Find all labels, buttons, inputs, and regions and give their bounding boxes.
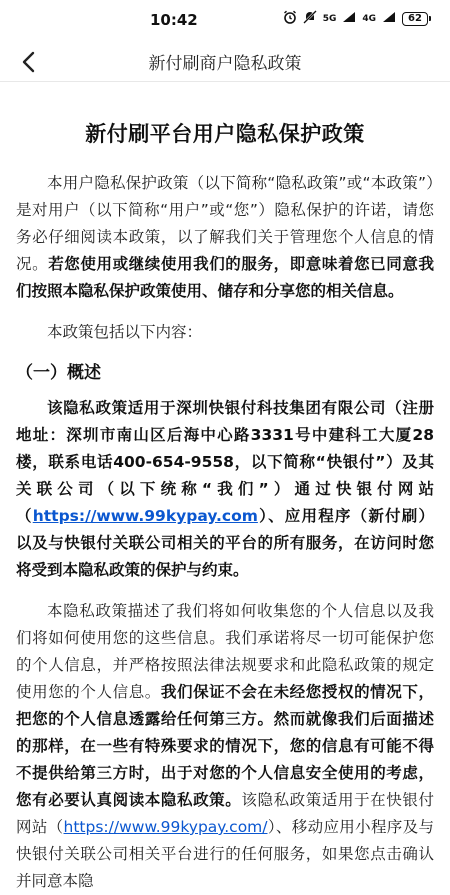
- mute-icon: [303, 10, 317, 27]
- overview-p2-text-c: 该隐私政策适用于在快银付网站（: [16, 791, 434, 836]
- section-heading-overview: （一）概述: [16, 363, 101, 383]
- policy-content[interactable]: [0, 82, 450, 890]
- overview-p2-bold-text: 我们保证不会在未经您授权的情况下，把您的个人信息透露给任何第三方。然而就像我们后面描述的那样，在一些有特殊要求的情况下，您的信息有可能不得不提供给第三方时，出于对您的个人信息安全使用的考虑，您有必要认真阅读本隐私政策。: [16, 683, 434, 809]
- status-icons: [283, 10, 428, 27]
- network-4g-label: 4G: [362, 13, 376, 24]
- page-title: 新付刷商户隐私政策: [148, 54, 302, 74]
- network-5g-label: 5G: [322, 13, 337, 24]
- signal-icon: [342, 11, 356, 26]
- signal-icon-2: [382, 11, 396, 26]
- battery-icon: 62: [402, 12, 428, 26]
- overview-p2-text-d: ）、移动应用小程序及与快银付关联公司相关平台进行的任何服务，如果您点击确认并同意本隐: [16, 818, 434, 890]
- contents-intro: 本政策包括以下内容：: [47, 323, 203, 341]
- status-bar: [0, 0, 450, 42]
- intro-bold-text: 若您使用或继续使用我们的服务，即意味着您已同意我们按照本隐私保护政策使用、储存和分享您的相关信息。: [16, 255, 434, 300]
- back-button[interactable]: [12, 46, 44, 78]
- website-link-2[interactable]: https://www.99kypay.com/: [63, 818, 268, 836]
- overview-paragraph-2: [16, 598, 434, 895]
- overview-p2-text-a: 本隐私政策描述了我们将如何收集您的个人信息以及我们将如何使用您的这些信息。我们承诺将尽一切可能保护您的个人信息，并严格按照法律法规要求和此隐私政策的规定使用您的个人信息。: [16, 602, 434, 701]
- document-title: 新付刷平台用户隐私保护政策: [85, 122, 365, 146]
- overview-paragraph-1: [16, 395, 434, 584]
- overview-p1-text-b: ）、应用程序（新付刷）以及与快银付关联公司相关的平台的所有服务，在访问时您将受到本隐私政策的保护与约束。: [16, 507, 434, 579]
- intro-paragraph: [16, 170, 434, 305]
- website-link[interactable]: https://www.99kypay.com: [32, 507, 258, 525]
- intro-text: 本用户隐私保护政策（以下简称“隐私政策”或“本政策”）是对用户（以下简称“用户”或“您”）隐私保护的许诺，请您务必仔细阅读本政策，以了解我们关于管理您个人信息的情况。: [16, 174, 434, 273]
- overview-p1-text-a: 该隐私政策适用于深圳快银付科技集团有限公司（注册地址：深圳市南山区后海中心路3331号中建科工大厦28楼，联系电话400-654-9558，以下简称“快银付”）及其关联公司（以下统称“我们”）通过快银付网站（: [16, 399, 434, 525]
- navigation-bar: [0, 42, 450, 82]
- chevron-left-icon: [21, 51, 35, 73]
- status-time: 10:42: [150, 11, 198, 29]
- alarm-icon: [283, 10, 297, 27]
